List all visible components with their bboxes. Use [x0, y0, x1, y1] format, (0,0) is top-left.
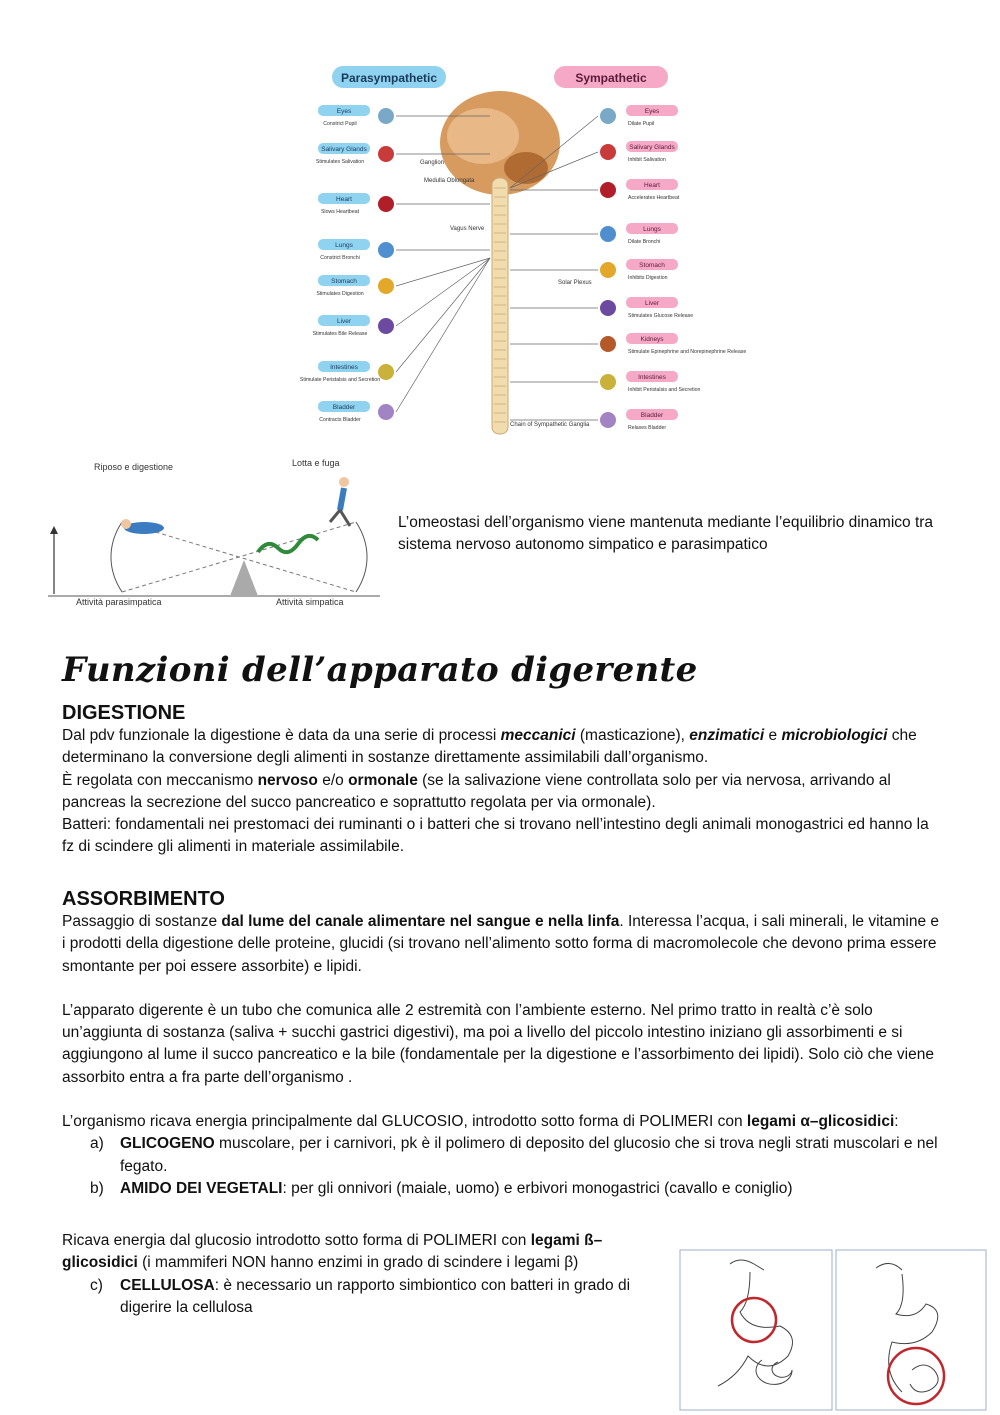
- solar-plexus-label: Solar Plexus: [558, 280, 592, 286]
- homeostasis-caption: L’omeostasi dell’organismo viene mantenuta mediante l’equilibrio dinamico tra sistema nervoso autonomo simpatico e parasimpatico: [398, 514, 934, 553]
- chain-ganglia-label: Chain of Sympathetic Ganglia: [510, 422, 590, 428]
- list-item-keyword: AMIDO DEI VEGETALI: [120, 1179, 283, 1197]
- keyword-beta-glicosidici: legami ß–glicosidici: [62, 1232, 603, 1272]
- parasympathetic-effect-label: Stimulates Bile Release: [312, 331, 368, 337]
- salivary-glands-icon: [600, 144, 616, 160]
- eyes-icon: [600, 108, 616, 124]
- keyword-microbiologici: microbiologici: [781, 727, 888, 744]
- sympathetic-effect-label: Inhibits Digestion: [628, 275, 668, 281]
- digestive-diagram: [680, 1250, 986, 1410]
- keyword-alfa-glicosidici: legami α–glicosidici: [746, 1113, 895, 1131]
- keyword-enzimatici: enzimatici: [689, 727, 765, 744]
- snake: [258, 536, 318, 552]
- parasympathetic-effect-label: Stimulates Salivation: [315, 159, 365, 165]
- parasympathetic-activity-label: Attività parasimpatica: [76, 597, 162, 607]
- sympathetic-organ-label: Salivary Glands: [629, 144, 675, 151]
- text-run: L’organismo ricava energia principalmente dal GLUCOSIO, introdotto sotto forma di POLIMERI con: [62, 1113, 747, 1131]
- list-marker: b): [90, 1179, 104, 1197]
- liver-icon: [378, 318, 394, 334]
- lungs-icon: [600, 226, 616, 242]
- sympathetic-effect-label: Relaxes Bladder: [628, 425, 667, 431]
- resting-head: [121, 519, 131, 529]
- sympathetic-organ-label: Intestines: [638, 374, 666, 381]
- list-item: [90, 1133, 942, 1178]
- keyword-lume: dal lume del canale alimentare nel sangue e nella linfa: [221, 913, 620, 930]
- sympathetic-effect-label: Inhibit Peristalsis and Secretion: [628, 387, 701, 393]
- keyword-meccanici: meccanici: [500, 727, 576, 744]
- parasympathetic-effect-label: Constrict Pupil: [323, 121, 357, 127]
- keyword-ormonale: ormonale: [348, 771, 418, 789]
- parasympathetic-organ-label: Stomach: [331, 278, 357, 285]
- sympathetic-organ-label: Eyes: [644, 108, 660, 115]
- parasympathetic-effect-label: Stimulate Peristalsis and Secretion: [299, 377, 381, 383]
- list-item-text: muscolare, per i carnivori, pk è il polimero di deposito del glucosio che si trova negli strati muscolari e nel fegato.: [120, 1135, 938, 1175]
- parasympathetic-organ-label: Intestines: [330, 364, 358, 371]
- eyes-icon: [378, 108, 394, 124]
- fulcrum: [230, 560, 258, 596]
- sympathetic-effect-label: Dilate Bronchi: [628, 239, 661, 245]
- balance-figure: [44, 452, 384, 612]
- kidneys-icon: [600, 336, 616, 352]
- medulla-label: Medulla Oblongata: [424, 178, 475, 184]
- parasympathetic-header: Parasympathetic: [340, 71, 438, 85]
- runner-body: [340, 488, 344, 510]
- salivary-glands-icon: [378, 146, 394, 162]
- page-title: Funzioni dell’apparato digerente: [62, 650, 698, 690]
- runner-head: [339, 477, 349, 487]
- heart-icon: [600, 182, 616, 198]
- sympathetic-effect-label: Accelerates Heartbeat: [628, 195, 680, 201]
- arrow-head: [50, 526, 58, 534]
- balance-diagram: [44, 452, 384, 612]
- bladder-icon: [600, 412, 616, 428]
- text-run: Ricava energia dal glucosio introdotto sotto forma di POLIMERI con: [62, 1232, 531, 1249]
- beta-polymers-list: [62, 1275, 654, 1320]
- assorbimento-section: [62, 888, 942, 1200]
- carnivore-panel: [680, 1250, 832, 1410]
- text-run: . Interessa l’acqua, i sali minerali, le vitamine e i prodotti della digestione delle proteine, glucidi (si trovano nell’alimento sotto forma di macromolecole che devono prima essere smontante per poi essere assorbite) e lipidi.: [62, 913, 940, 975]
- list-item: [90, 1275, 654, 1320]
- beta-section: [62, 1230, 654, 1319]
- rest-digest-label: Riposo e digestione: [94, 462, 174, 472]
- sympathetic-header: Sympathetic: [575, 71, 647, 85]
- alpha-polymers-list: [62, 1133, 942, 1200]
- digestione-paragraph-3: Batteri: fondamentali nei prestomaci dei ruminanti o i batteri che si trovano nell’intestino degli animali monogastrici ed hanno la fz di scindere gli alimenti in materiale assimilabile.: [62, 816, 929, 856]
- intestines-icon: [600, 374, 616, 390]
- text-run: e/o: [317, 771, 349, 789]
- text-run: (masticazione),: [575, 727, 690, 744]
- cerebellum: [504, 152, 548, 184]
- ganglion-label: Ganglion: [420, 160, 445, 166]
- keyword-nervoso: nervoso: [257, 771, 318, 789]
- digestive-tract-figure: [680, 1250, 986, 1410]
- digestione-paragraph-1: [62, 725, 942, 770]
- autonomic-nervous-system-figure: [278, 58, 747, 446]
- list-item-keyword: GLICOGENO: [120, 1135, 215, 1153]
- sympathetic-effect-label: Stimulates Glucose Release: [628, 313, 694, 319]
- brain-lobe: [447, 108, 519, 164]
- sympathetic-organ-label: Bladder: [640, 412, 664, 419]
- bladder-icon: [378, 404, 394, 420]
- parasympathetic-organ-label: Heart: [336, 196, 352, 203]
- parasympathetic-organ-label: Salivary Glands: [321, 146, 367, 153]
- runner-leg-2: [340, 510, 350, 526]
- parasympathetic-organ-label: Eyes: [336, 108, 352, 115]
- sympathetic-effect-label: Stimulate Epinephrine and Norepinephrine Release: [628, 349, 747, 355]
- text-run: Dal pdv funzionale la digestione è data da una serie di processi: [62, 727, 501, 744]
- digestione-paragraph-2: [62, 770, 942, 815]
- intestines-icon: [378, 364, 394, 380]
- sympathetic-effect-label: Dilate Pupil: [628, 121, 655, 127]
- assorbimento-paragraph-2: L’apparato digerente è un tubo che comunica alle 2 estremità con l’ambiente esterno. Nel primo tratto in realtà c’è solo un’aggiunta di sostanza (saliva + succhi gastrici digestivi), ma poi a livello del piccolo intestino iniziano gli assorbimenti e si aggiungono al lume il succo pancreatico e la bile (fondamentale per la digestione e l’assorbimento dei lipidi). Solo ciò che viene assorbito entra a fra parte dell’organismo .: [62, 1001, 934, 1086]
- list-item-text: : per gli onnivori (maiale, uomo) e erbivori monogastrici (cavallo e coniglio): [282, 1179, 793, 1197]
- sympathetic-organ-label: Stomach: [639, 262, 665, 269]
- assorbimento-heading: ASSORBIMENTO: [62, 888, 225, 910]
- list-item-text: : è necessario un rapporto simbiontico con batteri in grado di digerire la cellulosa: [120, 1276, 631, 1316]
- stomach-icon: [378, 278, 394, 294]
- text-run: Passaggio di sostanze: [62, 913, 222, 930]
- liver-icon: [600, 300, 616, 316]
- parasympathetic-effect-label: Constrict Bronchi: [320, 255, 360, 261]
- parasympathetic-effect-label: Slows Heartbeat: [320, 209, 360, 215]
- lungs-icon: [378, 242, 394, 258]
- vagus-label: Vagus Nerve: [450, 226, 485, 232]
- digestione-heading: DIGESTIONE: [62, 702, 186, 724]
- heart-icon: [378, 196, 394, 212]
- text-run: che determinano la conversione degli alimenti in sostanze direttamente assimilabili dall’organismo.: [62, 727, 917, 767]
- sympathetic-effect-label: Inhibit Salivation: [628, 157, 666, 163]
- parasympathetic-organ-label: Bladder: [332, 404, 356, 411]
- sympathetic-activity-label: Attività simpatica: [276, 597, 344, 607]
- sympathetic-organ-label: Liver: [644, 300, 660, 307]
- parasympathetic-organ-label: Liver: [336, 318, 352, 325]
- list-item: [90, 1178, 942, 1200]
- text-run: :: [894, 1113, 899, 1131]
- left-arc: [111, 522, 122, 592]
- sympathetic-organ-label: Lungs: [643, 226, 661, 233]
- list-item-keyword: CELLULOSA: [120, 1276, 215, 1294]
- parasympathetic-effect-label: Contracts Bladder: [319, 417, 361, 423]
- assorbimento-paragraph-3: [62, 1111, 942, 1133]
- runner-leg-1: [330, 510, 340, 522]
- assorbimento-paragraph-1: [62, 911, 942, 978]
- list-marker: c): [90, 1276, 103, 1294]
- stomach-icon: [600, 262, 616, 278]
- ans-diagram: [278, 58, 747, 446]
- fight-flight-label: Lotta e fuga: [292, 458, 340, 468]
- text-run: (i mammiferi NON hanno enzimi in grado di scindere i legami β): [137, 1254, 579, 1272]
- text-run: e: [764, 727, 782, 744]
- list-marker: a): [90, 1135, 104, 1153]
- beta-paragraph: [62, 1230, 654, 1275]
- spinal-cord: [492, 178, 508, 434]
- parasympathetic-effect-label: Stimulates Digestion: [316, 291, 364, 297]
- sympathetic-organ-label: Heart: [644, 182, 660, 189]
- text-run: (se la salivazione viene controllata solo per via nervosa, arrivando al pancreas la secrezione del succo pancreatico e soprattutto regolata per via ormonale).: [62, 771, 891, 811]
- text-run: È regolata con meccanismo: [62, 771, 258, 789]
- digestione-section: [62, 702, 942, 859]
- right-arc: [356, 522, 367, 592]
- parasympathetic-organ-label: Lungs: [335, 242, 353, 249]
- sympathetic-organ-label: Kidneys: [640, 336, 664, 343]
